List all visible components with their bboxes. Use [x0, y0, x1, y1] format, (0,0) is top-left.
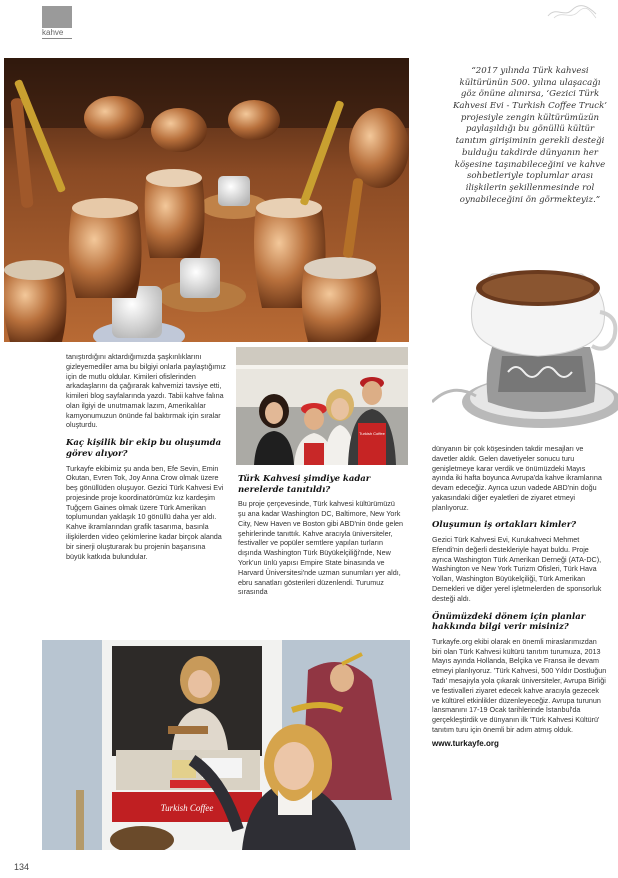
team-photo [236, 347, 408, 465]
ornament-icon [546, 4, 598, 20]
section-tab-block [42, 6, 72, 28]
coffee-cup-photo [432, 252, 618, 440]
article-column-2 [238, 474, 404, 599]
question-heading: Önümüzdeki dönem için planlar hakkında bilgi verir misiniz? [432, 611, 586, 633]
coffee-truck-photo [42, 640, 410, 850]
article-column-3 [432, 444, 608, 750]
question-heading: Türk Kahvesi şimdiye kadar nerelerde tanıtıldı? [238, 474, 371, 495]
coffee-pots-photo [4, 58, 409, 342]
apron-text: Turkish Coffee [359, 431, 385, 436]
section-rule [42, 38, 72, 39]
paragraph: dünyanın bir çok köşesinden takdir mesajları ve davetler aldık. Gelen davetiyeler sonucu turu genişletmeye karar verdik ve önümüzdeki Mayıs ayında iki hafta boyunca Avrupa'da kahve ikramlarına devam edeceğiz. Ayrıca uzun vadede ABD'nin doğu yakasındaki diğer eyaletleri de ziyaret etmeyi planlıyoruz. [432, 444, 602, 512]
article-column-1 [66, 352, 226, 563]
paragraph: Gezici Türk Kahvesi Evi, Kurukahveci Mehmet Efendi'nin değerli destekleriyle hayat buldu. Proje ayrıca Washington Türk Amerikan Derneği (ATA-DC), Washington ve New York Turizm Ofisleri, Türk Hava Yolları, Washington Büyükelçiliği, Türk Amerikan Dernekleri ve diğer yerel işletmelerden de sponsorluk desteği aldı. [432, 535, 602, 603]
section-label: kahve [42, 28, 64, 37]
pull-quote: “2017 yılında Türk kahvesi kültürünün 500. yılına ulaşacağı göz önüne alınırsa, ‘Gezici Türk Kahvesi Evi - Turkish Coffee Truck’ projesiyle zengin kültürümüzün paylaşıldığı bu gönüllü kültür tanıtım girişiminin gerekli desteği bulduğu takdirde dünyanın her köşesine taşınabileceğini ve kahve sohbetleriyle toplumlar arası ilişkilerin şekillenmesinde rol oynabileceğini ön görmekteyiz.” [452, 66, 608, 205]
paragraph: Turkayfe ekibimiz şu anda ben, Efe Sevin, Emin Okutan, Evren Tok, Joy Anna Crow olmak üzere beş gönüllüden oluşuyor. Gezici Türk Kahvesi Evi projesinde proje koordinatörümüz kız kardeşim Tuğçem Gaines olmak üzere Türk Amerikan toplumundan yaklaşık 10 gönüllü daha yer aldı. Kahve ikramlarından grafik tasarıma, basınla ilişkilerden video çekimlerine kadar birçok alanda bir sinerji oluşturarak bu projenin başarısına büyük katkıda bulundular. [66, 463, 224, 561]
truck-sign-text: Turkish Coffee [160, 803, 214, 813]
question-heading: Oluşumun iş ortakları kimler? [432, 520, 577, 531]
paragraph: tanıştırdığını aktardığımızda şaşkınlıklarını gizleyemediler ama bu bilgiyi onlarla paylaştığımız için de mutlu oldular. Kimileri ofislerinden arkadaşlarını da çağırarak kahvemizi tavsiye etti, kimileri blog sayfalarında yazdı. Tabii kahve falına olan ilgiyi de unutmamak lazım, Amerikalılar kamyonumuzun önünde fal baktırmak için sıralar oluşturdu. [66, 352, 226, 430]
question-heading: Kaç kişilik bir ekip bu oluşumda görev alıyor? [66, 438, 222, 459]
paragraph: Turkayfe.org ekibi olarak en önemli miraslarımızdan biri olan Türk Kahvesi kültürü tanıtım turumuza, 2013 Mayıs ayında Hollanda, Belçika ve Fransa ile devam etmeyi planlıyoruz. 'Türk Kahvesi, 500 Yıldır Dostluğun Tadı' mesajıyla yola çıkarak üniversiteler, Avrupa Birliği ve festivalleri ziyaret edecek kahve aracıyla gezecek ve kültürel etkinlikler düzenleyeceğiz. Avrupa turunun lansmanını 17-19 Ocak tarihlerinde İstanbul'da gerçekleştirdik ve dünyanın ilk 'Türk Kahvesi Kültürü' tanıtım turu için önemli bir adım atmış olduk. [432, 636, 607, 734]
website-link[interactable]: www.turkayfe.org [432, 738, 499, 748]
page-number: 134 [14, 862, 30, 872]
paragraph: Bu proje çerçevesinde, Türk kahvesi kültürümüzü şu ana kadar Washington DC, Baltimore, New York City, New Haven ve Boston gibi ABD'nin önde gelen şehirlerinde tanıttık. Kahve aracıyla üniversiteler, festivaller ve popüler semtlere yapılan turların dışında Washington Türk Büyükelçiliği'nde, New York'un ünlü yapısı Empire State binasında ve Harvard Üniversitesi'nde uzman sunumları yer aldı, ebru sanatları gösterileri düzenlendi. Turumuz sırasında [238, 499, 404, 597]
